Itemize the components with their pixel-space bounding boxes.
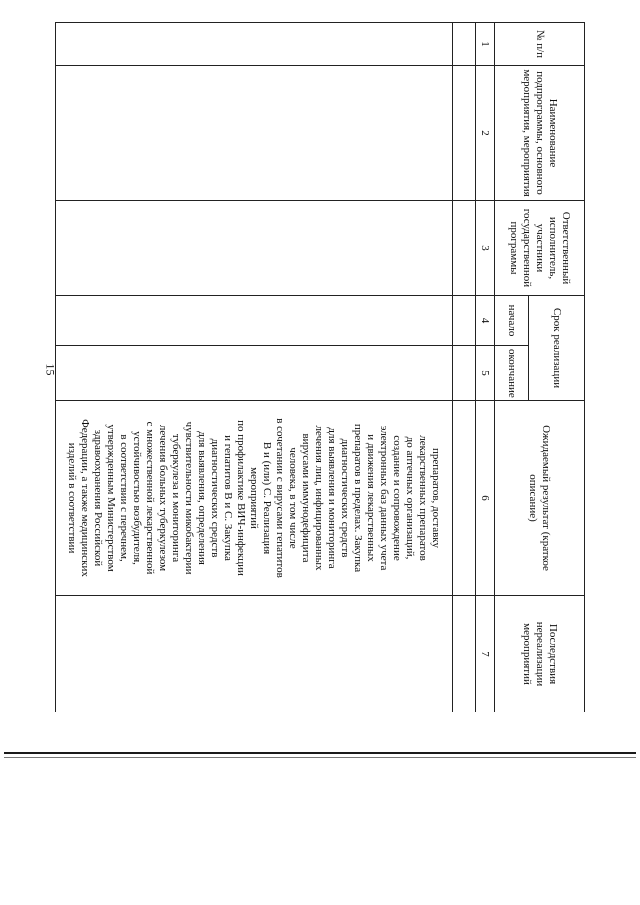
consequences-cell <box>56 596 453 712</box>
blank-cell <box>453 401 476 596</box>
expected-result-line: в соответствии с перечнем, <box>118 434 131 562</box>
expected-result-line: мероприятий <box>248 467 261 529</box>
expected-result-line: диагностических средств <box>339 438 352 558</box>
expected-result-line: чувствительности микобактерии <box>183 421 196 575</box>
header-start: начало <box>495 296 529 346</box>
column-number-5: 5 <box>476 346 495 401</box>
blank-cell <box>453 596 476 712</box>
expected-result-line: с множественной лекарственной <box>144 421 157 575</box>
blank-cell <box>453 23 476 66</box>
blank-cell <box>453 296 476 346</box>
header-period: Срок реализации <box>529 296 585 401</box>
header-consequences: Последствия нереализации мероприятий <box>495 596 585 712</box>
expected-result-line: создание и сопровождение <box>391 435 404 561</box>
expected-result-line: утвержденным Министерством <box>105 424 118 572</box>
expected-result-line: для выявления и мониторинга <box>326 427 339 569</box>
header-end: окончание <box>495 346 529 401</box>
expected-result-line: изделий в соответствии <box>66 442 79 554</box>
rotated-table-content <box>55 22 585 712</box>
expected-result-line: препаратов, доставку <box>430 448 443 548</box>
blank-cell <box>453 346 476 401</box>
expected-result-line: вирусами иммунодефицита <box>300 433 313 563</box>
blank-cell <box>453 201 476 296</box>
expected-result-cell <box>56 401 453 596</box>
column-number-7: 7 <box>476 596 495 712</box>
header-name: Наименование подпрограммы, основного мероприятия, мероприятия <box>495 66 585 201</box>
column-number-6: 6 <box>476 401 495 596</box>
expected-result-line: лечения лиц, инфицированных <box>313 425 326 571</box>
row-executor-cell <box>56 201 453 296</box>
header-expected-result: Ожидаемый результат (краткое описание) <box>495 401 585 596</box>
expected-result-line: электронных баз данных учета <box>378 425 391 571</box>
row-start-cell <box>56 296 453 346</box>
row-end-cell <box>56 346 453 401</box>
row-number-cell <box>56 23 453 66</box>
expected-result-line: и движения лекарственных <box>365 434 378 562</box>
expected-result-line: Федерации, а также медицинских <box>79 419 92 577</box>
expected-result-line: здравоохранения Российской <box>92 429 105 567</box>
page-number: 15 <box>43 363 58 376</box>
expected-result-line: устойчивостью возбудителя, <box>131 431 144 565</box>
program-table <box>55 22 585 712</box>
divider-line <box>4 752 636 754</box>
header-number: № п/п <box>495 23 585 66</box>
expected-result-line: диагностических средств <box>209 438 222 558</box>
expected-result-text <box>66 404 443 592</box>
column-number-2: 2 <box>476 66 495 201</box>
column-number-1: 1 <box>476 23 495 66</box>
expected-result-line: по профилактике ВИЧ-инфекции <box>235 420 248 576</box>
expected-result-line: лечения больных туберкулезом <box>157 424 170 572</box>
rotated-table-area <box>55 22 585 712</box>
expected-result-line: препаратов в пределах. Закупка <box>352 423 365 573</box>
column-number-3: 3 <box>476 201 495 296</box>
blank-cell <box>453 66 476 201</box>
row-name-cell <box>56 66 453 201</box>
expected-result-line: для выявления, определения <box>196 431 209 565</box>
expected-result-line: В и (или) С. Реализация <box>261 441 274 555</box>
expected-result-line: в сочетании с вирусами гепатитов <box>274 418 287 578</box>
expected-result-line: человека, в том числе <box>287 447 300 549</box>
expected-result-line: и гепатитов В и С. Закупка <box>222 435 235 561</box>
expected-result-line: туберкулеза и мониторинга <box>170 433 183 563</box>
divider-line-thin <box>4 757 636 758</box>
expected-result-line: лекарственных препаратов <box>417 435 430 561</box>
column-number-4: 4 <box>476 296 495 346</box>
header-executor: Ответственный исполнитель, участники государственной программы <box>495 201 585 296</box>
expected-result-line: до аптечных организаций, <box>404 436 417 560</box>
